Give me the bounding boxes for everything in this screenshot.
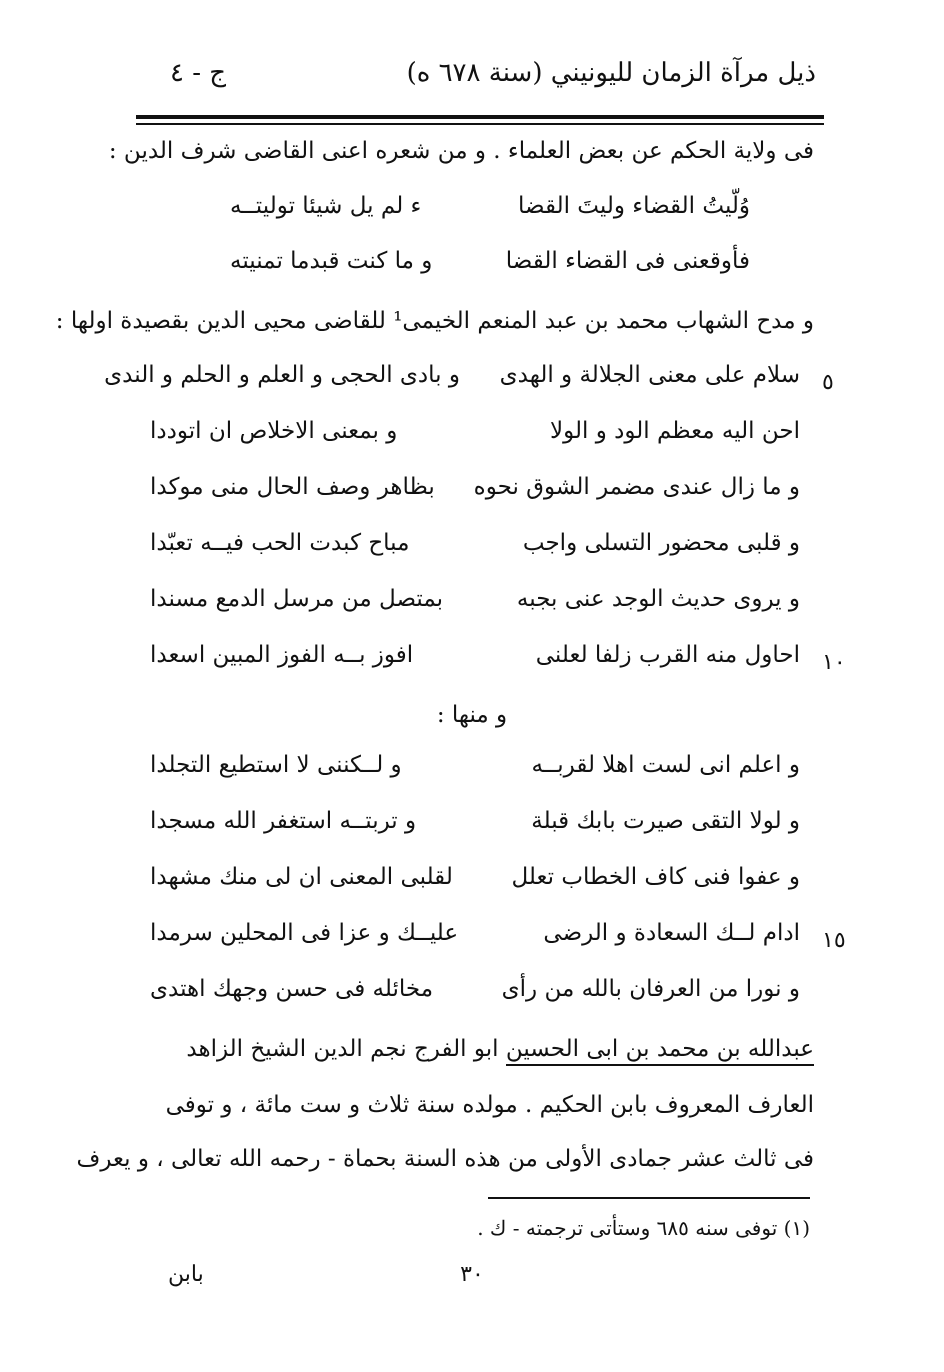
- verse-hemistich-left: و ما كنت قبدما تمنيته: [230, 248, 433, 274]
- running-header-volume: ج - ٤: [170, 58, 227, 88]
- intro-line: و مدح الشهاب محمد بن عبد المنعم الخيمى¹ للقاضى محيى الدين بقصيدة اولها :: [55, 308, 814, 334]
- verse-hemistich-right: و لولا التقى صيرت بابك قبلة: [531, 808, 800, 834]
- footnote-rule: [488, 1197, 810, 1199]
- verse-hemistich-right: وُلّيتُ القضاء وليتَ القضا: [518, 193, 750, 219]
- verse-line: [150, 808, 800, 848]
- verse-line: [230, 193, 750, 233]
- header-rule-thin: [136, 123, 824, 125]
- verse-hemistich-left: بظاهر وصف الحال منى موكدا: [150, 474, 435, 500]
- verse-hemistich-left: لقلبى المعنى ان لى منك مشهدا: [150, 864, 453, 890]
- verse-hemistich-right: احن اليه معظم الود و الولا: [550, 418, 800, 444]
- biography-name: عبدالله بن محمد بن ابى الحسين: [506, 1036, 814, 1066]
- verse-hemistich-right: و يروى حديث الوجد عنى بجبه: [516, 586, 800, 612]
- verse-line: [150, 586, 800, 626]
- line-number: ٥: [822, 370, 834, 395]
- verse-hemistich-left: عليــك و عزا فى المحلين سرمدا: [150, 920, 459, 946]
- verse-hemistich-right: سلام على معنى الجلالة و الهدى: [499, 362, 800, 388]
- verse-hemistich-left: و لــكننى لا استطيع التجلدا: [150, 752, 402, 778]
- verse-hemistich-right: و ما زال عندى مضمر الشوق نحوه: [473, 474, 800, 500]
- verse-line: [150, 920, 800, 960]
- bio-line: العارف المعروف بابن الحكيم . مولده سنة ثلاث و ست مائة ، و توفى: [165, 1092, 814, 1118]
- footnote: (١) توفى سنه ٦٨٥ وستأتى ترجمته - ك .: [477, 1216, 810, 1240]
- verse-line: [150, 474, 800, 514]
- verse-hemistich-left: و بادى الحجى و العلم و الحلم و الندى: [104, 362, 460, 388]
- verse-line: [150, 864, 800, 904]
- verse-line: [150, 530, 800, 570]
- bio-line: [186, 1036, 814, 1062]
- verse-line: [104, 362, 800, 402]
- verse-hemistich-left: و تربتــه استغفر الله مسجدا: [150, 808, 417, 834]
- verse-hemistich-right: ادام لــك السعادة و الرضى: [543, 920, 800, 946]
- header-rule-thick: [136, 115, 824, 119]
- prose-line: فى ولاية الحكم عن بعض العلماء . و من شعره اعنى القاضى شرف الدين :: [108, 138, 814, 164]
- verse-hemistich-right: و قلبى محضور التسلى واجب: [522, 530, 800, 556]
- page-number: ٣٠: [460, 1262, 484, 1287]
- verse-hemistich-left: افوز بــه الفوز المبين اسعدا: [150, 642, 414, 668]
- verse-hemistich-left: مخائله فى حسن وجهك اهتدى: [150, 976, 434, 1002]
- verse-hemistich-right: احاول منه القرب زلفا لعلنى: [535, 642, 800, 668]
- verse-hemistich-right: و اعلم انى لست اهلا لقربــه: [531, 752, 800, 778]
- verse-hemistich-left: و بمعنى الاخلاص ان اتوددا: [150, 418, 398, 444]
- verse-line: [230, 248, 750, 288]
- verse-line: [150, 418, 800, 458]
- line-number: ١٠: [822, 650, 846, 675]
- verse-hemistich-left: مباح كبدت الحب فيــه تعبّدا: [150, 530, 410, 556]
- verse-hemistich-left: ء لم يل شيئا توليتــه: [230, 193, 422, 219]
- running-header-title: ذيل مرآة الزمان لليونيني (سنة ٦٧٨ ه): [406, 58, 816, 88]
- biography-line-rest: ابو الفرج نجم الدين الشيخ الزاهد: [186, 1036, 499, 1062]
- verse-hemistich-right: و عفوا فنى كاف الخطاب تعلل: [511, 864, 800, 890]
- verse-line: [150, 642, 800, 682]
- verse-hemistich-left: بمتصل من مرسل الدمع مسندا: [150, 586, 444, 612]
- bio-line: فى ثالث عشر جمادى الأولى من هذه السنة بحماة - رحمه الله تعالى ، و يعرف: [76, 1146, 814, 1172]
- catchword: بابن: [168, 1262, 204, 1287]
- verse-hemistich-right: و نورا من العرفان بالله من رأى: [501, 976, 800, 1002]
- verse-line: [150, 752, 800, 792]
- line-number: ١٥: [822, 928, 846, 953]
- verse-line: [150, 976, 800, 1016]
- section-marker: و منها :: [436, 702, 508, 728]
- verse-hemistich-right: فأوقعنى فى القضاء القضا: [505, 248, 750, 274]
